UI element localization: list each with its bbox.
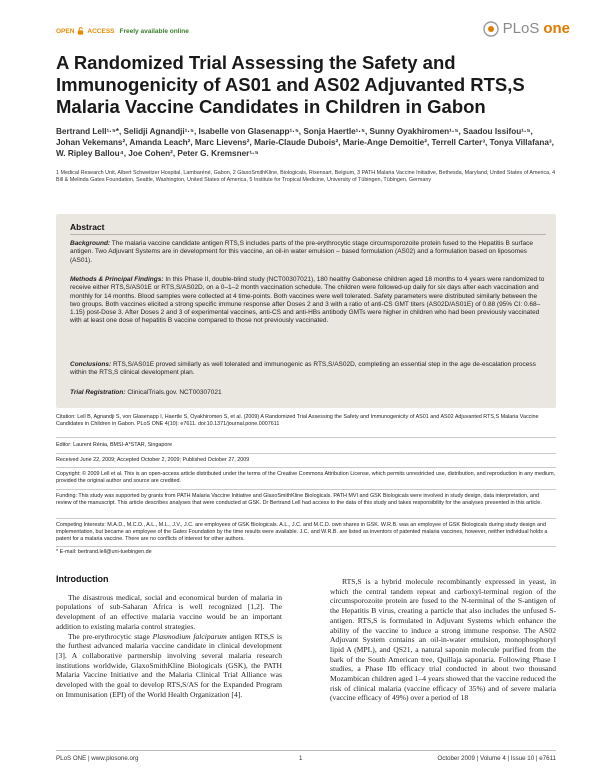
plos-logo-icon [483,21,499,37]
corresponding-email: * E-mail: bertrand.lell@uni-tuebingen.de [56,549,152,555]
introduction-heading: Introduction [56,574,109,584]
open-access-badge [56,27,189,35]
abstract-methods [70,276,548,326]
abstract-registration [70,389,548,397]
intro-p2-start: The pre-erythrocytic stage [68,631,153,641]
copyright: Copyright: © 2009 Lell et al. This is an open-access article distributed under the terms of the Creative Commons Attribution License, which permits unrestricted use, distribution, and reproduction in any medium, provided the original author and source are credited. [56,471,556,485]
meta-divider [56,467,556,468]
citation: Citation: Lell B, Agnandji S, von Glasenapp I, Haertle S, Oyakhiromen S, et al. (2009) A Randomized Trial Assessing the Safety and Immunogenicity of AS01 and AS02 Adjuvanted RTS,S Malaria Vaccine Candidates in Children in Gabon. PLoS ONE 4(10): e7611. doi:10.1371/journal.pone.0007611 [56,414,539,428]
meta-divider [56,489,556,490]
meta-divider [56,453,556,454]
freely-available-label: Freely available online [119,27,189,35]
abstract-box [56,214,556,408]
open-lock-icon [77,27,84,35]
page-number: 1 [299,755,303,762]
methods-label: Methods & Principal Findings: [70,276,164,283]
background-label: Background: [70,240,111,247]
editor: Editor: Laurent Rénia, BMSI-A*STAR, Singapore [56,442,173,448]
meta-divider [56,518,556,519]
author-list: Bertrand Lell¹·⁵*, Selidji Agnandji¹·⁵, Isabelle von Glasenapp¹·⁵, Sonja Haertle¹·⁵, Sunny Oyakhiromen¹·⁵, Saadou Issifou¹·⁵, Johan Vekemans², Amanda Leach², Marc Lievens², Marie-Claude Dubois², Marie-Ange Demoitie², Terrell Carter³, Tonya Villafana³, W. Ripley Ballou⁴, Joe Cohen², Peter G. Kremsner¹·⁵ [56,127,554,158]
intro-p2-rest: antigen RTS,S is the furthest advanced malaria vaccine candidate in clinical development [3]. A collaborative partnership involving several malaria research institutions worldwide, GlaxoSmithKline Biologicals (GSK), the PATH Malaria Vaccine Initiative and the Malaria Clinical Trial Alliance was developed with the goal to develop RTS,S/AS for the Expanded Program on Immunisation (EPI) of the World Health Organization [4]. [56,631,282,699]
footer-issue: October 2009 | Volume 4 | Issue 10 | e7611 [437,755,556,762]
meta-divider [56,546,556,547]
funding: Funding: This study was supported by grants from PATH Malaria Vaccine Initiative and GlaxoSmithKline Biologicals. PATH MVI and GSK Biologicals were involved in study design, data interpretation, and review of the manuscript. This article describes analyses that were conducted at GSK. Dr Bertrand Lell had access to the data of this study and takes responsibility for the analyses presented in this article. [56,493,542,507]
journal-one: one [543,20,570,37]
intro-paragraph-1: The disastrous medical, social and economical burden of malaria in populations of sub-Saharan Africa is well recognized [1,2]. The development of an effective malaria vaccine would be an important addition to existing malaria control strategies. [56,592,282,631]
registration-label: Trial Registration: [70,389,126,396]
body-left-column [56,575,282,699]
registration-text: ClinicalTrials.gov. NCT00307021 [125,389,222,396]
meta-divider [56,437,556,438]
article-title: A Randomized Trial Assessing the Safety and Immunogenicity of AS01 and AS02 Adjuvanted RTS,S Malaria Vaccine Candidates in Children in Gabon [56,52,525,117]
open-label: OPEN [56,27,75,35]
species-name: Plasmodium falciparum [152,631,227,641]
intro-paragraph-2 [56,632,282,700]
competing-interests: Competing Interests: M.A.D., M.C.D., A.L., M.L., J.V., J.C. are employees of GSK Biologicals. A.L., J.C. and M.C.D. own shares in GSK. W.R.B. was an employee of GSK Biologicals during study design and implementation, but became an employee of the Gates Foundation by the time results were available. J.C. and W.R.B. are listed as inventors of patented malaria vaccines, however, neither individual holds a patent for a malaria vaccine. There are no conflicts of interest for other authors. [56,522,548,543]
journal-logo [483,20,570,37]
body-right-column [330,577,556,703]
access-label: ACCESS [87,27,115,35]
methods-text: In this Phase II, double-blind study (NCT00307021), 180 healthy Gabonese children aged 18 months to 4 years were randomized to receive either RTS,S/AS01E or RTS,S/AS02D, on a 0–1–2 month vaccination schedule. The children were followed-up daily for six days after each vaccination and monthly for 14 months. Blood samples were collected at 4 time-points. Both vaccines were well tolerated. Safety parameters were distributed similarly between the two groups. Both vaccines elicited a strong specific immune response after Doses 2 and 3 with a ratio of anti-CS GMT titers (AS02D/AS01E) of 0.88 (95% CI: 0.68–1.15) post-Dose 3. After Doses 2 and 3 of experimental vaccines, anti-CS and anti-HBs antibody GMTs were higher in children who had been previously vaccinated with at least one dose of hepatitis B vaccine compared to those not previously vaccinated. [70,276,545,325]
abstract-conclusions [70,361,548,378]
footer-divider [56,750,556,751]
conclusions-label: Conclusions: [70,361,112,368]
abstract-divider [70,234,546,235]
footer-journal: PLoS ONE | www.plosone.org [56,755,139,762]
abstract-background [70,240,548,265]
background-text: The malaria vaccine candidate antigen RTS,S includes parts of the pre-erythrocytic stage circumsporozoite protein fused to the Hepatitis B surface antigen. Two Adjuvant Systems are in development for this vaccine, an oil-in water emulsion – based formulation (AS02) and a formulation based on liposomes (AS01). [70,240,533,264]
conclusions-text: RTS,S/AS01E proved similarly as well tolerated and immunogenic as RTS,S/AS02D, completing an essential step in the age de-escalation process within the RTS,S clinical development plan. [70,361,536,377]
journal-plos: PLoS [502,20,540,37]
rtss-paragraph: RTS,S is a hybrid molecule recombinantly expressed in yeast, in which the central tandem repeat and carboxyl-terminal region of the circumsporozoite protein are fused to the N-terminal of the S-antigen of the Hepatitis B virus, creating a particle that also includes the unfused S-antigen. RTS,S is formulated in Adjuvant Systems which enhance the ability of the vaccine to induce a strong immune response. The AS02 Adjuvant System contains an oil-in-water emulsion, monophosphoryl lipid A (MPL), and QS21, a natural saponin molecule purified from the bark of the South American tree, Quillaja saponaria. Following Phase I studies, a Phase IIb efficacy trial conducted in about two thousand Mozambican children aged 1–4 years showed that the vaccine reduced the risk of clinical malaria (vaccine efficacy of 35%) and of severe malaria (vaccine efficacy of 49%) over a period of 18 [330,577,556,703]
page-header [0,0,600,44]
received-dates: Received June 22, 2009; Accepted October 2, 2009; Published October 27, 2009 [56,457,250,463]
abstract-heading: Abstract [70,222,105,232]
affiliations: 1 Medical Research Unit, Albert Schweitzer Hospital, Lambaréné, Gabon, 2 GlaxoSmithKline, Biologicals, Rixensart, Belgium, 3 PATH Malaria Vaccine Initiative, Bethesda, Maryland, United States of America, 4 Bill & Melinda Gates Foundation, Seattle, Washington, United States of America, 5 Institute for Tropical Medicine, University of Tübingen, Tübingen, Germany [56,170,556,184]
